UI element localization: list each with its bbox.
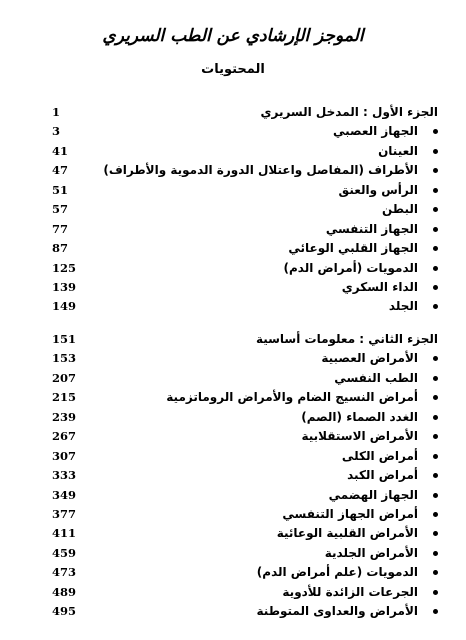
toc-entry	[0, 297, 466, 316]
bullet-icon	[433, 454, 438, 459]
toc-page-number: 153	[52, 351, 77, 366]
toc-page-number: 495	[52, 604, 77, 619]
toc-entry	[0, 505, 466, 524]
toc-page-number: 459	[52, 545, 77, 560]
toc-entry-label: الأمراض الجلدية	[324, 545, 418, 560]
toc-entry	[0, 388, 466, 407]
bullet-icon	[433, 590, 438, 595]
toc-page-number: 489	[52, 584, 77, 599]
bullet-icon	[433, 395, 438, 400]
bullet-icon	[433, 188, 438, 193]
toc-entry-label: أمراض الكلى	[341, 448, 418, 463]
bullet-icon	[433, 473, 438, 478]
toc-entry-label: العينان	[378, 143, 418, 158]
toc-entry	[0, 563, 466, 582]
bullet-icon	[433, 356, 438, 361]
toc-entry	[0, 544, 466, 563]
toc-page-number: 77	[52, 221, 69, 236]
toc-page-number: 149	[52, 299, 77, 314]
toc-page-number: 125	[52, 260, 77, 275]
toc-page-number: 57	[52, 202, 69, 217]
toc-entry-label: الجلد	[388, 299, 418, 314]
toc-entry	[0, 447, 466, 466]
bullet-icon	[433, 493, 438, 498]
toc-entry-label: الأمراض العصبية	[321, 351, 418, 366]
toc-entry	[0, 349, 466, 368]
toc-entry	[0, 278, 466, 297]
toc-entry-label: الدمويات (أمراض الدم)	[283, 260, 418, 275]
toc-entry	[0, 524, 466, 543]
toc-part-title: الجزء الأول : المدخل السريري	[260, 105, 438, 119]
toc-entry	[0, 408, 466, 427]
bullet-icon	[433, 129, 438, 134]
bullet-icon	[433, 531, 438, 536]
bullet-icon	[433, 415, 438, 420]
toc-entry	[0, 427, 466, 446]
toc-entry	[0, 602, 466, 621]
toc-entry	[0, 220, 466, 239]
toc-page-number: 41	[52, 143, 69, 158]
document-title: الموجز الإرشادي عن الطب السريري	[102, 26, 364, 46]
contents-heading: المحتويات	[201, 62, 265, 77]
toc-entry-label: أمراض النسيج الضام والأمراض الروماتزمية	[166, 390, 418, 405]
toc-entry-label: أمراض الكبد	[347, 468, 418, 483]
toc-page-number: 139	[52, 279, 77, 294]
bullet-icon	[433, 551, 438, 556]
toc-entry	[0, 161, 466, 180]
toc-entry	[0, 466, 466, 485]
bullet-icon	[433, 246, 438, 251]
toc-section-part-one	[0, 103, 466, 317]
toc-page-number: 151	[52, 332, 77, 346]
bullet-icon	[433, 227, 438, 232]
bullet-icon	[433, 609, 438, 614]
toc-page-number: 207	[52, 370, 77, 385]
toc-entry	[0, 259, 466, 278]
toc-entry-label: الطب النفسي	[334, 370, 418, 385]
toc-entry	[0, 122, 466, 141]
bullet-icon	[433, 285, 438, 290]
toc-page-number: 239	[52, 409, 77, 424]
toc-entry-label: الأمراض والعداوى المتوطنة	[256, 604, 418, 619]
toc-page-number: 215	[52, 390, 77, 405]
bullet-icon	[433, 304, 438, 309]
bullet-icon	[433, 149, 438, 154]
toc-entry	[0, 239, 466, 258]
bullet-icon	[433, 570, 438, 575]
toc-entry-label: الغدد الصماء (الصم)	[301, 409, 418, 424]
toc-entry-label: الجهاز العصبي	[332, 124, 418, 139]
bullet-icon	[433, 376, 438, 381]
toc-part-title: الجزء الثاني : معلومات أساسية	[255, 332, 438, 346]
toc-entry	[0, 369, 466, 388]
bullet-icon	[433, 434, 438, 439]
bullet-icon	[433, 168, 438, 173]
toc-page-number: 47	[52, 163, 69, 178]
toc-page-number: 3	[52, 124, 61, 139]
bullet-icon	[433, 266, 438, 271]
toc-entry	[0, 583, 466, 602]
toc-page-number: 51	[52, 182, 69, 197]
toc-entry-label: الرأس والعنق	[338, 182, 418, 197]
toc-entry	[0, 200, 466, 219]
toc-page-number: 349	[52, 487, 77, 502]
toc-page-number: 87	[52, 241, 69, 256]
toc-entry-label: الجهاز الهضمي	[328, 487, 418, 502]
toc-section-part-two	[0, 330, 466, 622]
toc-entry-label: أمراض الجهاز التنفسي	[282, 506, 418, 521]
toc-part-heading	[0, 103, 466, 122]
toc-entry-label: الأمراض القلبية الوعائية	[276, 526, 418, 541]
toc-entry-label: الداء السكري	[341, 279, 418, 294]
toc-page-number: 307	[52, 448, 77, 463]
toc-entry-label: الدمويات (علم أمراض الدم)	[256, 565, 418, 580]
toc-page-number: 333	[52, 468, 77, 483]
toc-entry-label: الأمراض الاستقلابية	[301, 429, 418, 444]
toc-page-number: 1	[52, 105, 61, 119]
toc-entry	[0, 486, 466, 505]
toc-part-heading	[0, 330, 466, 349]
toc-entry-label: الأطراف (المفاصل واعتلال الدورة الدموية والأطراف)	[103, 163, 418, 178]
toc-entry-label: الجهاز التنفسي	[325, 221, 418, 236]
toc-entry-label: البطن	[381, 202, 418, 217]
toc-entry-label: الجرعات الزائدة للأدوية	[282, 584, 418, 599]
toc-page-number: 377	[52, 506, 77, 521]
toc-page-number: 267	[52, 429, 77, 444]
toc-entry-label: الجهاز القلبي الوعائي	[288, 241, 418, 256]
toc-entry	[0, 142, 466, 161]
bullet-icon	[433, 512, 438, 517]
toc-entry	[0, 181, 466, 200]
toc-page-number: 473	[52, 565, 77, 580]
toc-page-number: 411	[52, 526, 77, 541]
bullet-icon	[433, 207, 438, 212]
